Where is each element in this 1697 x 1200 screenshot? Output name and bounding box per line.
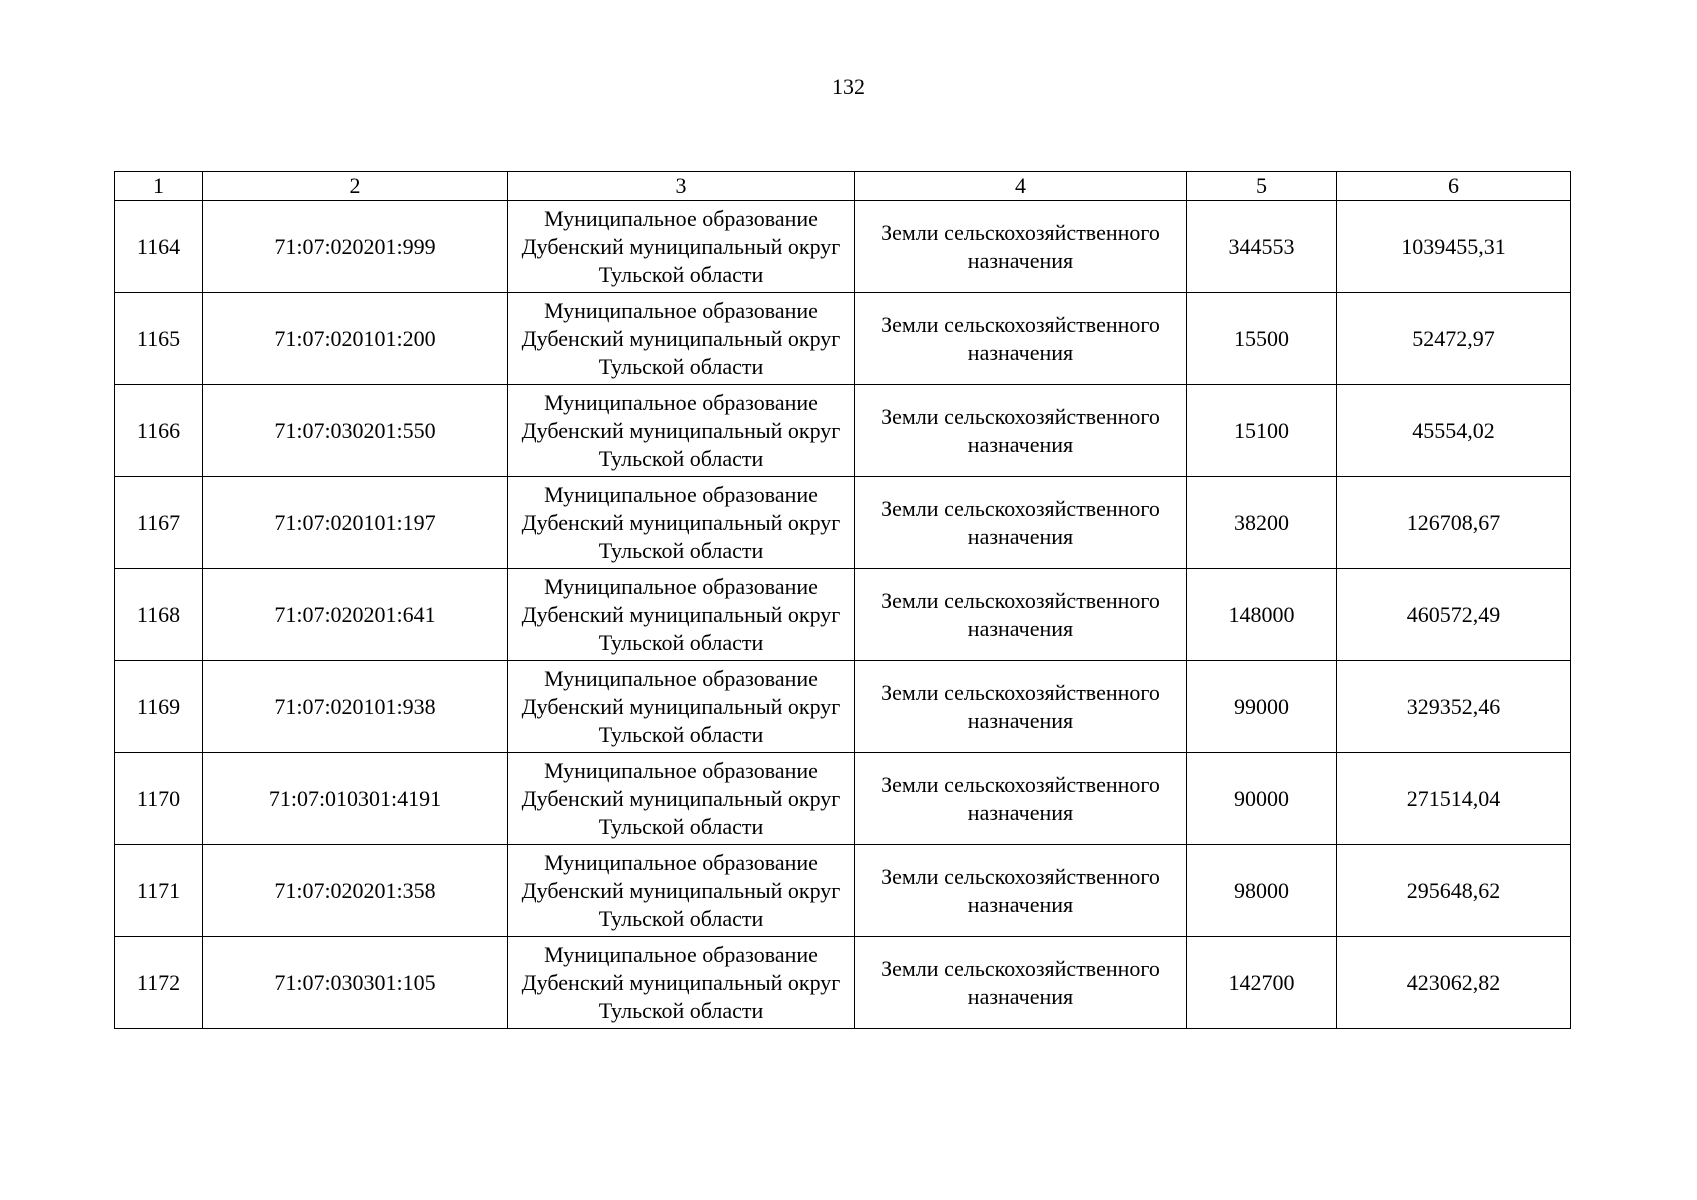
owner-name: Муниципальное образование Дубенский муниципальный округ Тульской области [508,937,855,1029]
land-area: 99000 [1187,661,1337,753]
cadastral-value: 52472,97 [1337,293,1571,385]
table-row [115,477,1571,569]
column-header: 3 [508,172,855,201]
land-category: Земли сельскохозяйственного назначения [855,845,1187,937]
land-area: 15500 [1187,293,1337,385]
owner-name: Муниципальное образование Дубенский муниципальный округ Тульской области [508,477,855,569]
owner-name: Муниципальное образование Дубенский муниципальный округ Тульской области [508,293,855,385]
land-category: Земли сельскохозяйственного назначения [855,293,1187,385]
table-row [115,201,1571,293]
row-number: 1172 [115,937,203,1029]
row-number: 1171 [115,845,203,937]
land-category: Земли сельскохозяйственного назначения [855,661,1187,753]
table-header [115,172,1571,201]
table-row [115,753,1571,845]
cadastral-number: 71:07:020101:200 [203,293,508,385]
cadastral-number: 71:07:020201:999 [203,201,508,293]
column-header: 6 [1337,172,1571,201]
cadastral-value: 126708,67 [1337,477,1571,569]
land-category: Земли сельскохозяйственного назначения [855,937,1187,1029]
cadastral-value: 295648,62 [1337,845,1571,937]
row-number: 1169 [115,661,203,753]
cadastral-number: 71:07:020201:641 [203,569,508,661]
cadastral-number: 71:07:020101:938 [203,661,508,753]
owner-name: Муниципальное образование Дубенский муниципальный округ Тульской области [508,753,855,845]
land-area: 142700 [1187,937,1337,1029]
cadastral-value: 423062,82 [1337,937,1571,1029]
owner-name: Муниципальное образование Дубенский муниципальный округ Тульской области [508,201,855,293]
table-row [115,385,1571,477]
land-category: Земли сельскохозяйственного назначения [855,569,1187,661]
row-number: 1166 [115,385,203,477]
column-header: 4 [855,172,1187,201]
page-number: 132 [832,74,865,99]
table-row [115,937,1571,1029]
land-area: 90000 [1187,753,1337,845]
row-number: 1164 [115,201,203,293]
table-row [115,661,1571,753]
land-area: 15100 [1187,385,1337,477]
land-area: 344553 [1187,201,1337,293]
land-area: 38200 [1187,477,1337,569]
cadastral-value: 460572,49 [1337,569,1571,661]
cadastral-number: 71:07:020201:358 [203,845,508,937]
cadastral-number: 71:07:020101:197 [203,477,508,569]
column-header: 1 [115,172,203,201]
land-category: Земли сельскохозяйственного назначения [855,385,1187,477]
land-category: Земли сельскохозяйственного назначения [855,201,1187,293]
cadastral-number: 71:07:030201:550 [203,385,508,477]
land-area: 148000 [1187,569,1337,661]
cadastral-number: 71:07:030301:105 [203,937,508,1029]
column-header: 5 [1187,172,1337,201]
table-body [115,201,1571,1029]
owner-name: Муниципальное образование Дубенский муниципальный округ Тульской области [508,845,855,937]
table-row [115,569,1571,661]
owner-name: Муниципальное образование Дубенский муниципальный округ Тульской области [508,661,855,753]
owner-name: Муниципальное образование Дубенский муниципальный округ Тульской области [508,569,855,661]
row-number: 1167 [115,477,203,569]
land-category: Земли сельскохозяйственного назначения [855,477,1187,569]
row-number: 1165 [115,293,203,385]
cadastral-value: 329352,46 [1337,661,1571,753]
cadastral-number: 71:07:010301:4191 [203,753,508,845]
cadastral-value: 271514,04 [1337,753,1571,845]
land-category: Земли сельскохозяйственного назначения [855,753,1187,845]
land-area: 98000 [1187,845,1337,937]
cadastral-value: 1039455,31 [1337,201,1571,293]
owner-name: Муниципальное образование Дубенский муниципальный округ Тульской области [508,385,855,477]
land-register-table [114,171,1571,1029]
row-number: 1168 [115,569,203,661]
table-row [115,845,1571,937]
header-row [115,172,1571,201]
cadastral-value: 45554,02 [1337,385,1571,477]
table-row [115,293,1571,385]
column-header: 2 [203,172,508,201]
row-number: 1170 [115,753,203,845]
